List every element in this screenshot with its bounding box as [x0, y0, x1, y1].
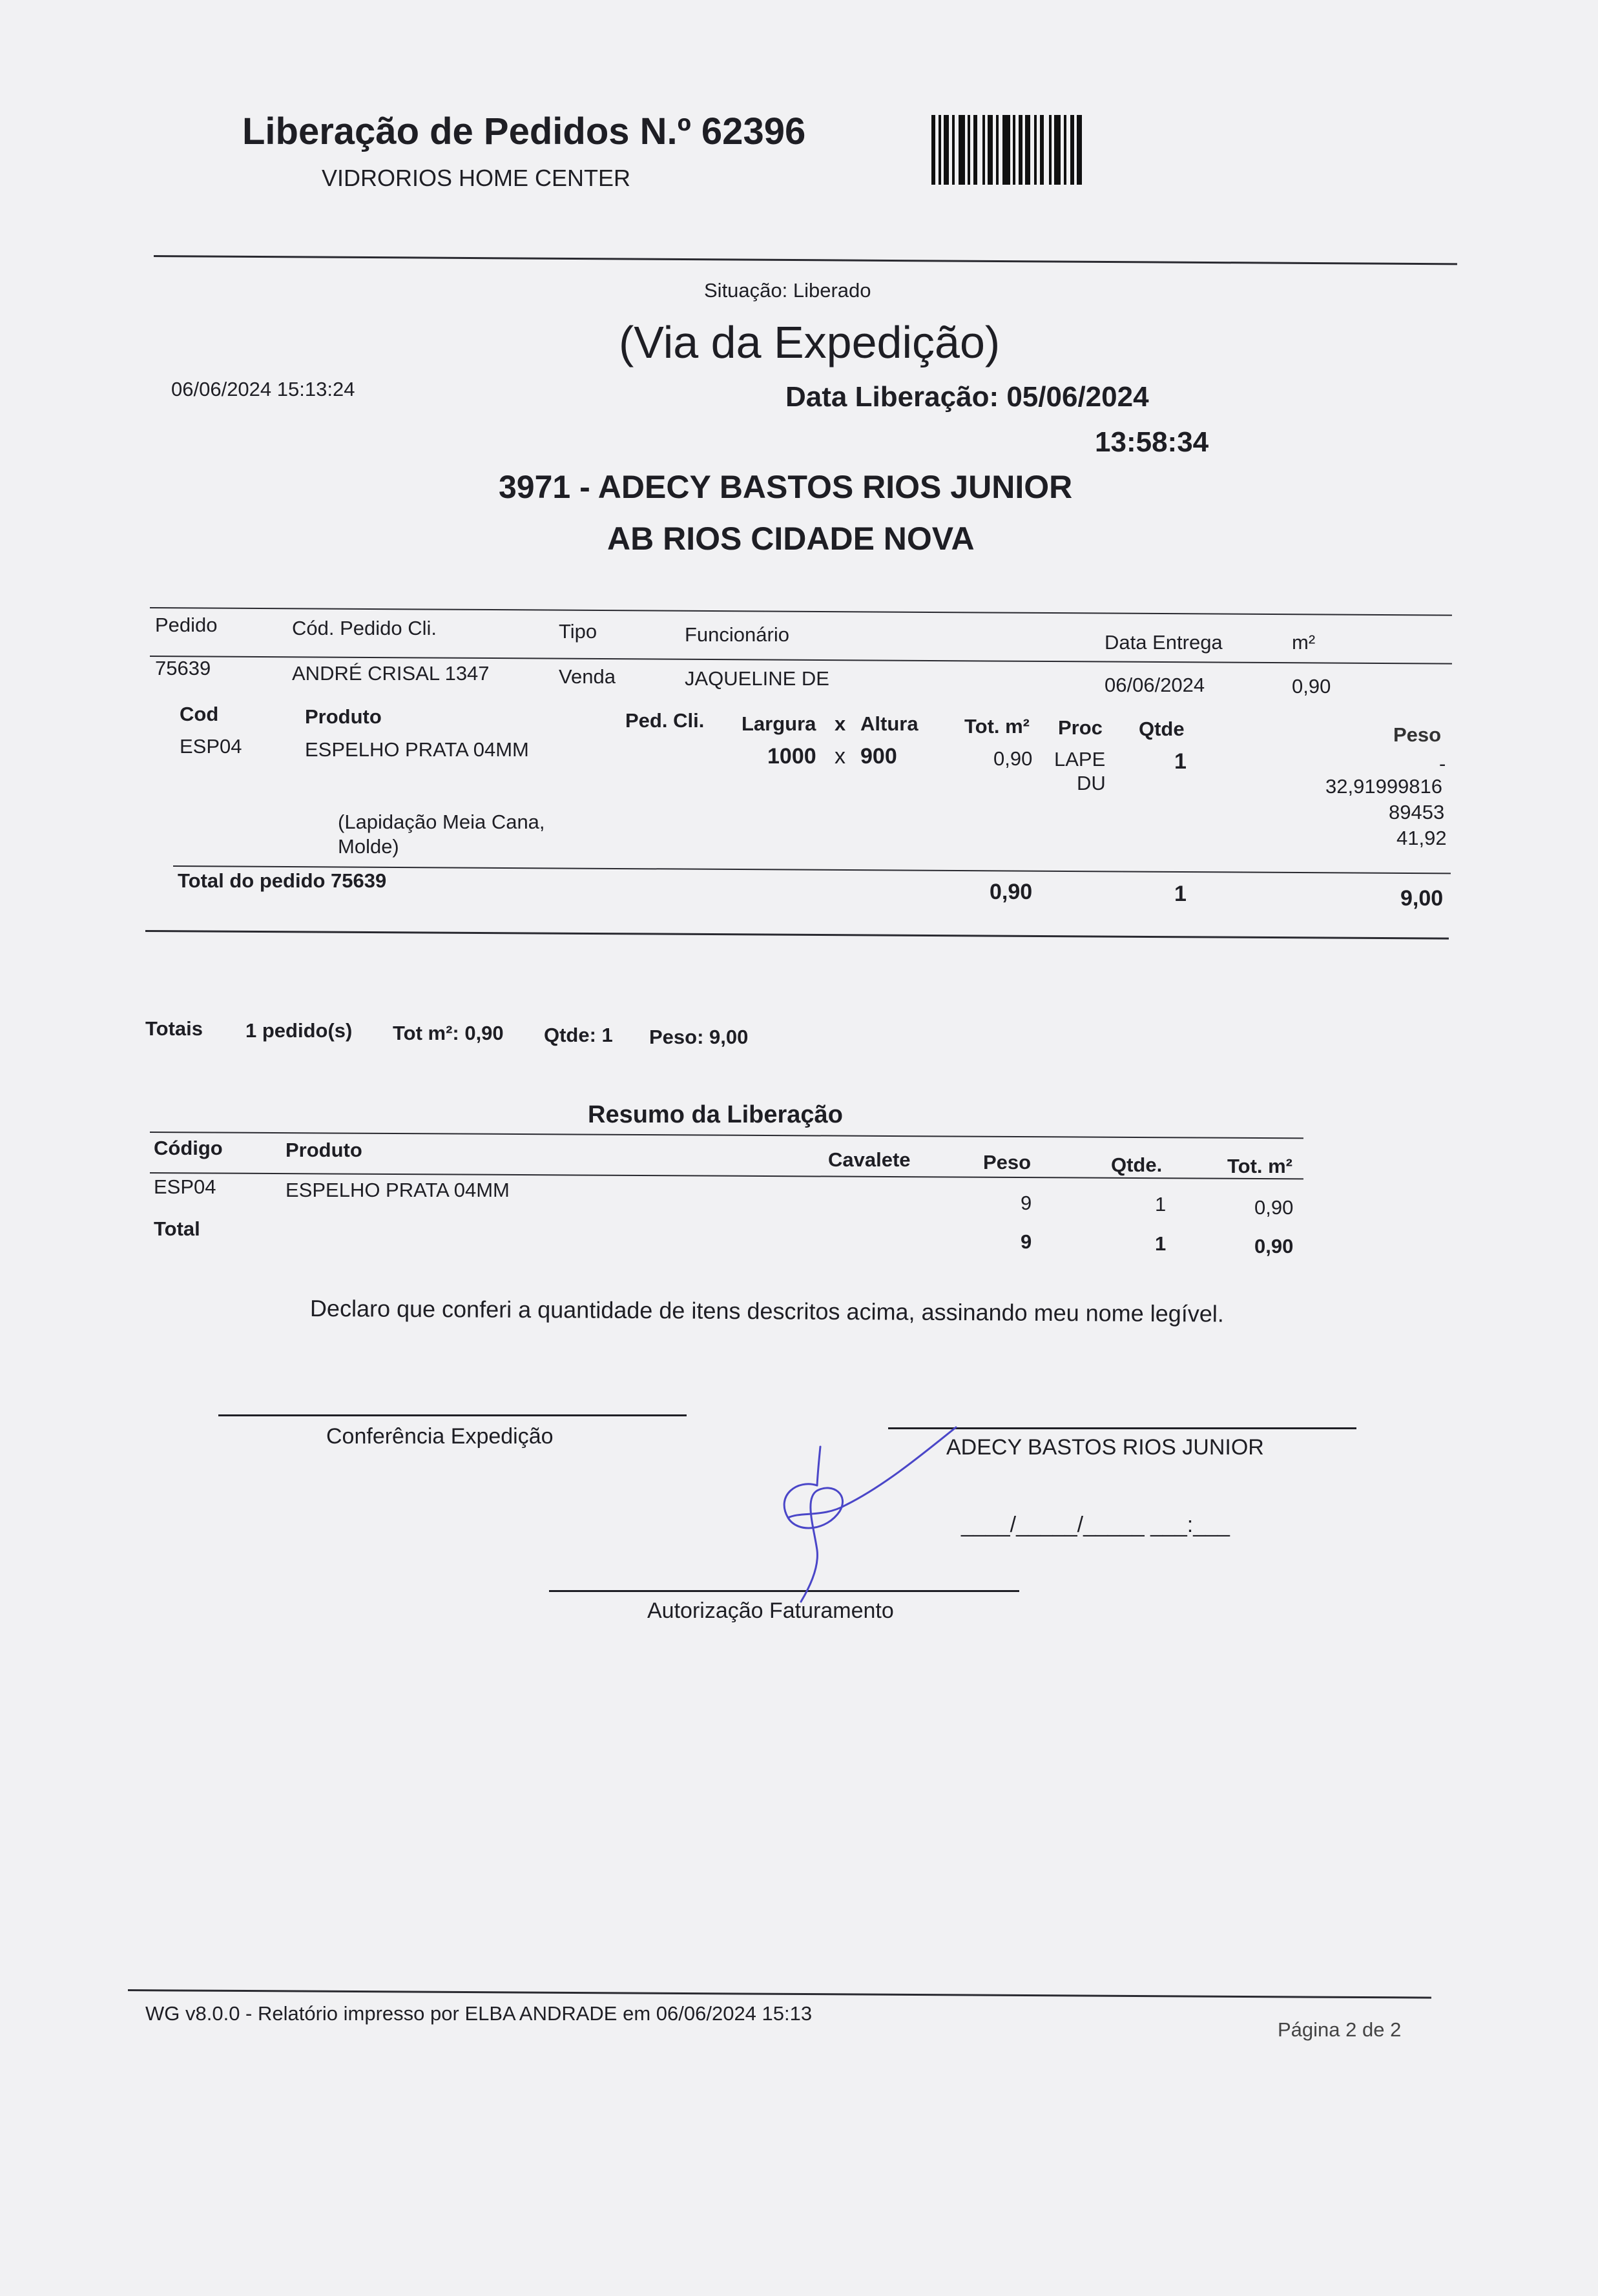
order-total-label: Total do pedido 75639	[178, 869, 387, 892]
conferencia-signature-line	[218, 1414, 687, 1416]
order-table-bottom-rule	[145, 930, 1449, 940]
col-funcionario: Funcionário	[685, 623, 789, 646]
footer-page-number: Página 2 de 2	[1278, 2018, 1402, 2041]
item-qtde: 1	[1174, 749, 1187, 774]
conferencia-label: Conferência Expedição	[326, 1424, 554, 1449]
resumo-col-cavalete: Cavalete	[828, 1148, 911, 1171]
client-signature-name: ADECY BASTOS RIOS JUNIOR	[946, 1435, 1264, 1460]
totais-qtde: Qtde: 1	[544, 1024, 613, 1046]
client-name: 3971 - ADECY BASTOS RIOS JUNIOR	[499, 469, 1073, 505]
resumo-col-produto: Produto	[285, 1139, 362, 1161]
col-tipo: Tipo	[559, 620, 597, 643]
totais-pedidos: 1 pedido(s)	[245, 1019, 353, 1042]
item-proc-line2: DU	[1077, 772, 1106, 794]
resumo-total-qtde: 1	[1155, 1232, 1167, 1255]
resumo-codigo: ESP04	[154, 1175, 216, 1198]
order-funcionario: JAQUELINE DE	[685, 667, 829, 690]
item-obs-line2: Molde)	[338, 835, 399, 858]
item-col-tot-m2: Tot. m²	[964, 715, 1030, 738]
resumo-peso: 9	[1021, 1192, 1032, 1214]
order-total-m2: 0,90	[990, 880, 1033, 904]
col-m2: m²	[1292, 631, 1316, 654]
item-peso-dash: -	[1439, 752, 1446, 775]
resumo-title: Resumo da Liberação	[588, 1101, 843, 1128]
item-peso-line3: 41,92	[1396, 827, 1447, 849]
resumo-produto: ESPELHO PRATA 04MM	[285, 1179, 510, 1201]
resumo-total-peso: 9	[1021, 1230, 1032, 1253]
order-tipo: Venda	[559, 665, 616, 688]
item-largura: 1000	[767, 744, 816, 769]
printed-timestamp: 06/06/2024 15:13:24	[171, 378, 355, 400]
order-cod-pedido-cli: ANDRÉ CRISAL 1347	[292, 662, 490, 685]
item-obs-line1: (Lapidação Meia Cana,	[338, 811, 545, 833]
autorizacao-label: Autorização Faturamento	[647, 1598, 894, 1623]
release-date: Data Liberação: 05/06/2024	[785, 381, 1149, 413]
col-cod-pedido-cli: Cód. Pedido Cli.	[292, 617, 437, 639]
item-cod: ESP04	[180, 735, 242, 758]
order-m2: 0,90	[1292, 675, 1331, 698]
footer-printed-by: WG v8.0.0 - Relatório impresso por ELBA ANDRADE em 06/06/2024 15:13	[145, 2002, 813, 2025]
resumo-tot-m2: 0,90	[1254, 1196, 1294, 1219]
totais-label: Totais	[145, 1017, 203, 1040]
item-altura: 900	[860, 744, 897, 769]
item-produto: ESPELHO PRATA 04MM	[305, 738, 529, 761]
col-data-entrega: Data Entrega	[1105, 631, 1223, 654]
order-total-peso: 9,00	[1400, 886, 1444, 911]
resumo-total-label: Total	[154, 1217, 200, 1240]
handwritten-signature	[736, 1414, 982, 1634]
item-col-ped-cli: Ped. Cli.	[625, 709, 705, 732]
item-peso-line1: 32,91999816	[1325, 775, 1443, 798]
declaration-text: Declaro que conferi a quantidade de itens descritos acima, assinando meu nome legível.	[309, 1295, 1224, 1327]
totais-tot-m2: Tot m²: 0,90	[393, 1022, 504, 1044]
document-title: Liberação de Pedidos N.º 62396	[242, 110, 806, 152]
date-time-placeholder: ____/_____/_____ ___:___	[961, 1513, 1230, 1537]
order-total-qtde: 1	[1174, 882, 1187, 906]
resumo-col-codigo: Código	[154, 1137, 223, 1159]
item-col-proc: Proc	[1058, 716, 1103, 739]
totais-peso: Peso: 9,00	[649, 1026, 749, 1048]
item-col-cod: Cod	[180, 703, 219, 725]
release-time: 13:58:34	[1095, 426, 1209, 458]
via-label: (Via da Expedição)	[619, 317, 1001, 367]
resumo-total-tot-m2: 0,90	[1254, 1235, 1294, 1257]
footer-divider	[128, 1989, 1431, 1999]
item-col-x: x	[835, 712, 846, 735]
item-col-peso: Peso	[1393, 723, 1442, 746]
order-table-top-rule	[150, 607, 1452, 616]
item-peso-line2: 89453	[1389, 801, 1445, 823]
item-proc-line1: LAPE	[1054, 748, 1106, 771]
item-x: x	[835, 744, 846, 769]
company-name: VIDRORIOS HOME CENTER	[322, 165, 631, 191]
item-col-produto: Produto	[305, 705, 382, 728]
item-col-largura: Largura	[742, 712, 816, 735]
resumo-col-tot-m2: Tot. m²	[1227, 1155, 1293, 1177]
client-store: AB RIOS CIDADE NOVA	[607, 521, 975, 557]
resumo-top-rule	[150, 1132, 1303, 1139]
col-pedido: Pedido	[155, 614, 218, 636]
barcode-icon	[931, 115, 1082, 185]
resumo-qtde: 1	[1155, 1193, 1167, 1215]
resumo-col-qtde: Qtde.	[1111, 1153, 1163, 1176]
header-divider	[154, 255, 1457, 265]
resumo-col-peso: Peso	[983, 1151, 1032, 1174]
order-pedido: 75639	[155, 657, 211, 679]
item-col-qtde: Qtde	[1139, 718, 1185, 740]
order-data-entrega: 06/06/2024	[1105, 674, 1205, 696]
item-col-altura: Altura	[860, 712, 918, 735]
status-situacao: Situação: Liberado	[704, 279, 871, 302]
item-tot-m2: 0,90	[993, 747, 1033, 770]
